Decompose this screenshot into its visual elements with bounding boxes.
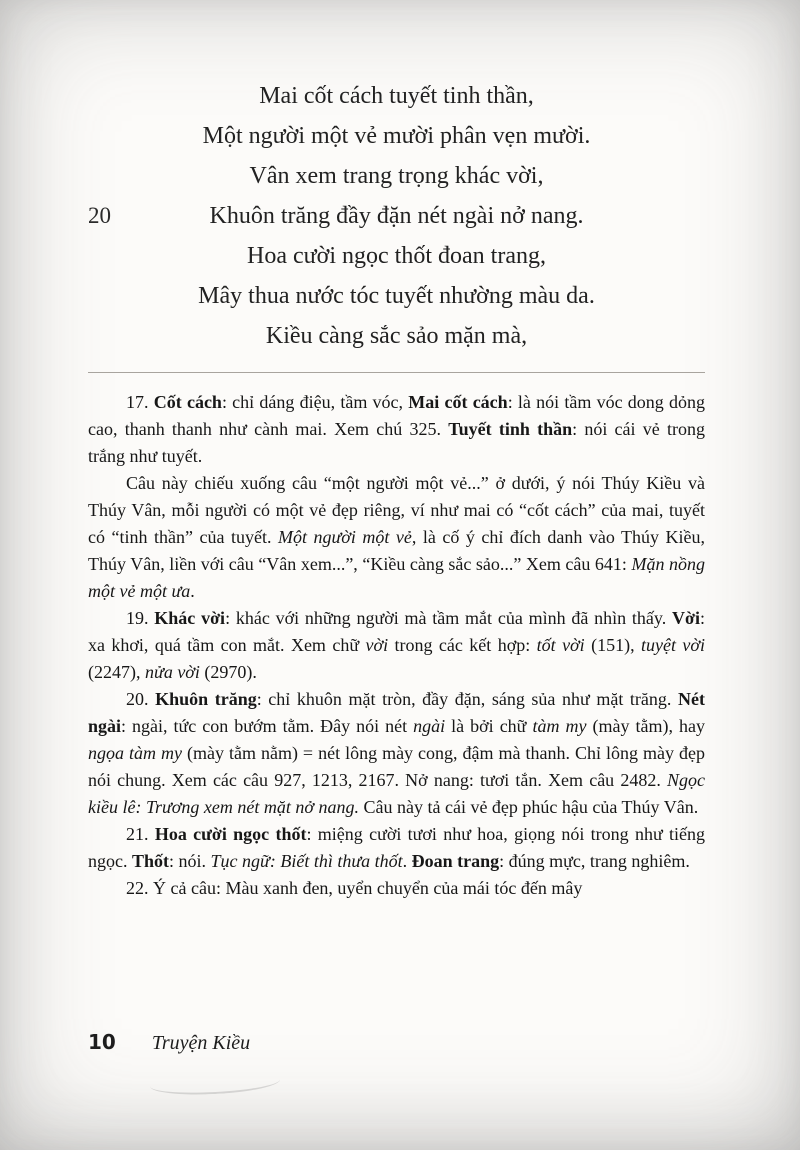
poem-line-text: Kiều càng sắc sảo mặn mà, [265, 323, 528, 349]
footnote-19: 19. Khác vời: khác với những người mà tầm mắt của mình đã nhìn thấy. Vời: xa khơi, quá tầm con mắt. Xem chữ vời trong các kết hợp: tốt vời (151), tuyệt vời (2247), nửa vời (2970). [88, 608, 706, 682]
poem-line-text: Vân xem trang trọng khác vời, [249, 163, 544, 189]
poem-section [88, 76, 705, 356]
poem-line-text: Mai cốt cách tuyết tinh thần, [259, 83, 534, 109]
poem-line [88, 236, 705, 276]
page-footer [88, 1030, 250, 1055]
poem-line [88, 156, 705, 196]
footnote-20: 20. Khuôn trăng: chỉ khuôn mặt tròn, đầy đặn, sáng sủa như mặt trăng. Nét ngài: ngài, tức con bướm tằm. Đây nói nét ngài là bởi chữ tàm my (mày tằm), hay ngọa tàm my (mày tằm nằm) = nét lông mày cong, đậm mà thanh. Chỉ lông mày đẹp nói chung. Xem các câu 927, 1213, 2167. Nở nang: tươi tắn. Xem câu 2482. Ngọc kiều lê: Trương xem nét mặt nở nang. Câu này tả cái vẻ đẹp phúc hậu của Thúy Vân. [88, 689, 705, 817]
poem-line-text: Khuôn trăng đầy đặn nét ngài nở nang. [209, 203, 584, 229]
footnote-divider [88, 372, 705, 373]
footnote-22: 22. Ý cả câu: Màu xanh đen, uyển chuyển của mái tóc đến mây [126, 878, 583, 898]
scan-artifact-mark [150, 1069, 281, 1098]
footnote-17: 17. Cốt cách: chỉ dáng điệu, tầm vóc, Mai cốt cách: là nói tầm vóc dong dỏng cao, thanh thanh như cành mai. Xem chú 325. Tuyết tinh thần: nói cái vẻ trong trắng như tuyết. [88, 392, 706, 466]
poem-line-text: Một người một vẻ mười phân vẹn mười. [202, 123, 591, 149]
poem-line [88, 316, 705, 356]
poem-line-text: Mây thua nước tóc tuyết nhường màu da. [198, 283, 595, 309]
poem-line-text: Hoa cười ngọc thốt đoan trang, [247, 243, 546, 269]
footnote-21: 21. Hoa cười ngọc thốt: miệng cười tươi như hoa, giọng nói trong như tiếng ngọc. Thốt: nói. Tục ngữ: Biết thì thưa thốt. Đoan trang: đúng mực, trang nghiêm. [88, 824, 706, 871]
book-title: Truyện Kiều [151, 1032, 251, 1054]
verse-line-number: 20 [88, 203, 111, 228]
poem-line [88, 276, 705, 316]
page-number: 10 [88, 1030, 116, 1054]
poem-line [88, 76, 705, 116]
footnote-17-continued: Câu này chiếu xuống câu “một người một vẻ...” ở dưới, ý nói Thúy Kiều và Thúy Vân, mỗi người có một vẻ đẹp riêng, ví như mai có “cốt cách” của mai, tuyết có “tinh thần” của tuyết. Một người một vẻ, là cố ý chỉ đích danh vào Thúy Kiều, Thúy Vân, liền với câu “Vân xem...”, “Kiều càng sắc sảo...” Xem câu 641: Mặn nồng một vẻ một ưa. [88, 473, 705, 601]
poem-line [88, 196, 705, 236]
poem-line [88, 116, 705, 156]
footnotes-section [88, 389, 705, 902]
